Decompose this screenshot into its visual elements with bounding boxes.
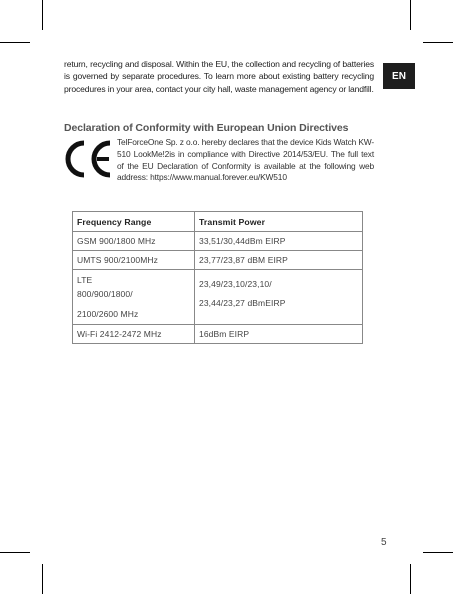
frequency-cell <box>73 270 195 325</box>
language-tab: EN <box>383 63 415 89</box>
frequency-cell: Wi-Fi 2412-2472 MHz <box>73 325 195 344</box>
frequency-line: LTE <box>77 275 93 285</box>
crop-mark <box>410 564 411 594</box>
battery-recycling-paragraph: return, recycling and disposal. Within the EU, the collection and recycling of batteries is governed by separate procedures. To learn more about existing battery recycling procedures in your area, contact your city hall, waste management agency or landfill. <box>64 59 374 94</box>
power-line: 23,44/23,27 dBmEIRP <box>199 298 286 308</box>
frequency-cell: GSM 900/1800 MHz <box>73 232 195 251</box>
crop-mark <box>42 564 43 594</box>
crop-mark <box>423 552 453 553</box>
crop-mark <box>410 0 411 30</box>
table-row <box>73 251 363 270</box>
power-line: 23,49/23,10/23,10/ <box>199 279 272 289</box>
crop-mark <box>0 42 30 43</box>
frequency-line: 800/900/1800/ <box>77 289 133 299</box>
table-row <box>73 232 363 251</box>
crop-mark <box>0 552 30 553</box>
power-cell <box>195 270 363 325</box>
table-header-cell: Frequency Range <box>73 212 195 232</box>
page-number: 5 <box>381 537 387 548</box>
power-cell: 33,51/30,44dBm EIRP <box>195 232 363 251</box>
table-header-cell: Transmit Power <box>195 212 363 232</box>
section-title: Declaration of Conformity with European Union Directives <box>64 122 349 134</box>
crop-mark <box>423 42 453 43</box>
frequency-cell: UMTS 900/2100MHz <box>73 251 195 270</box>
table-header-row <box>73 212 363 232</box>
power-cell: 23,77/23,87 dBM EIRP <box>195 251 363 270</box>
frequency-line: 2100/2600 MHz <box>77 309 139 319</box>
frequency-power-table <box>72 211 363 344</box>
ce-mark-icon <box>63 140 113 178</box>
table-row <box>73 270 363 325</box>
table-row <box>73 325 363 344</box>
conformity-declaration-text: TelForceOne Sp. z o.o. hereby declares that the device Kids Watch KW-510 LookMe!2is in compliance with Directive 2014/53/EU. The full text of the EU Declaration of Conformity is available at the following web address: https://www.manual.forever.eu/KW510 <box>117 137 374 183</box>
power-cell: 16dBm EIRP <box>195 325 363 344</box>
crop-mark <box>42 0 43 30</box>
